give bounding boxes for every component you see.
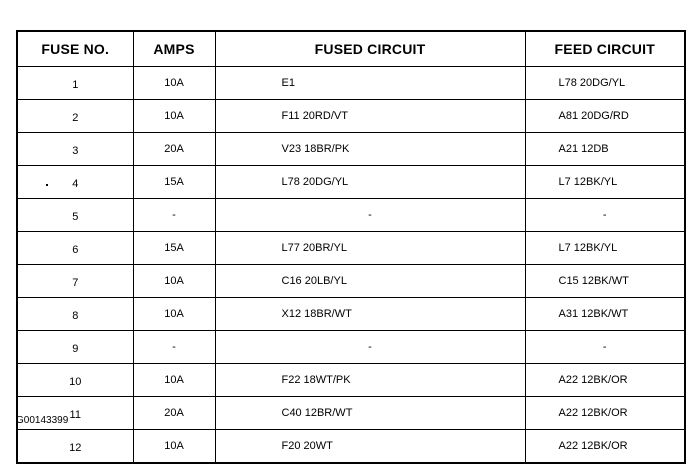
cell-feed-circuit: C15 12BK/WT: [525, 265, 685, 298]
cell-fuse-no: 2: [17, 100, 133, 133]
header-fused-circuit: FUSED CIRCUIT: [215, 31, 525, 67]
cell-fuse-no: 3: [17, 133, 133, 166]
cell-fuse-no: 12: [17, 430, 133, 464]
cell-feed-circuit: L7 12BK/YL: [525, 166, 685, 199]
cell-amps: 10A: [133, 100, 215, 133]
cell-amps: 10A: [133, 430, 215, 464]
table-row: [17, 265, 685, 298]
table-row: [17, 199, 685, 232]
cell-feed-circuit: L7 12BK/YL: [525, 232, 685, 265]
cell-amps: 15A: [133, 232, 215, 265]
table-row: [17, 430, 685, 464]
cell-amps: -: [133, 199, 215, 232]
cell-fused-circuit: V23 18BR/PK: [215, 133, 525, 166]
stray-mark: [46, 184, 48, 186]
figure-code: G00143399: [16, 415, 69, 426]
cell-fuse-no: 10: [17, 364, 133, 397]
table-row: [17, 232, 685, 265]
cell-fused-circuit: F20 20WT: [215, 430, 525, 464]
table-row: [17, 364, 685, 397]
header-row: [17, 31, 685, 67]
cell-fuse-no: 4: [17, 166, 133, 199]
cell-feed-circuit: -: [525, 331, 685, 364]
cell-feed-circuit: A21 12DB: [525, 133, 685, 166]
header-amps: AMPS: [133, 31, 215, 67]
header-fuse-no: FUSE NO.: [17, 31, 133, 67]
cell-fused-circuit: L78 20DG/YL: [215, 166, 525, 199]
cell-fused-circuit: -: [215, 199, 525, 232]
cell-feed-circuit: A22 12BK/OR: [525, 430, 685, 464]
cell-fused-circuit: C16 20LB/YL: [215, 265, 525, 298]
cell-fuse-no: 1: [17, 67, 133, 100]
cell-fused-circuit: L77 20BR/YL: [215, 232, 525, 265]
cell-feed-circuit: A81 20DG/RD: [525, 100, 685, 133]
cell-amps: 15A: [133, 166, 215, 199]
table-row: [17, 331, 685, 364]
table-header: [17, 31, 685, 67]
cell-fused-circuit: F11 20RD/VT: [215, 100, 525, 133]
cell-fused-circuit: X12 18BR/WT: [215, 298, 525, 331]
header-feed-circuit: FEED CIRCUIT: [525, 31, 685, 67]
cell-amps: -: [133, 331, 215, 364]
table-row: [17, 397, 685, 430]
cell-fused-circuit: C40 12BR/WT: [215, 397, 525, 430]
table-row: [17, 67, 685, 100]
table-row: [17, 298, 685, 331]
fuse-table: [16, 30, 686, 464]
cell-fuse-no: 5: [17, 199, 133, 232]
cell-fuse-no: 6: [17, 232, 133, 265]
cell-feed-circuit: A31 12BK/WT: [525, 298, 685, 331]
cell-amps: 10A: [133, 364, 215, 397]
cell-amps: 10A: [133, 265, 215, 298]
cell-fuse-no: 9: [17, 331, 133, 364]
cell-fused-circuit: F22 18WT/PK: [215, 364, 525, 397]
table-row: [17, 133, 685, 166]
cell-feed-circuit: L78 20DG/YL: [525, 67, 685, 100]
cell-feed-circuit: A22 12BK/OR: [525, 397, 685, 430]
cell-fuse-no: 8: [17, 298, 133, 331]
cell-fused-circuit: E1: [215, 67, 525, 100]
cell-amps: 10A: [133, 298, 215, 331]
cell-feed-circuit: -: [525, 199, 685, 232]
cell-amps: 10A: [133, 67, 215, 100]
cell-fuse-no: 11: [17, 397, 133, 430]
cell-fused-circuit: -: [215, 331, 525, 364]
table-row: [17, 100, 685, 133]
table-body: [17, 67, 685, 464]
cell-amps: 20A: [133, 133, 215, 166]
cell-feed-circuit: A22 12BK/OR: [525, 364, 685, 397]
cell-amps: 20A: [133, 397, 215, 430]
table-row: [17, 166, 685, 199]
cell-fuse-no: 7: [17, 265, 133, 298]
